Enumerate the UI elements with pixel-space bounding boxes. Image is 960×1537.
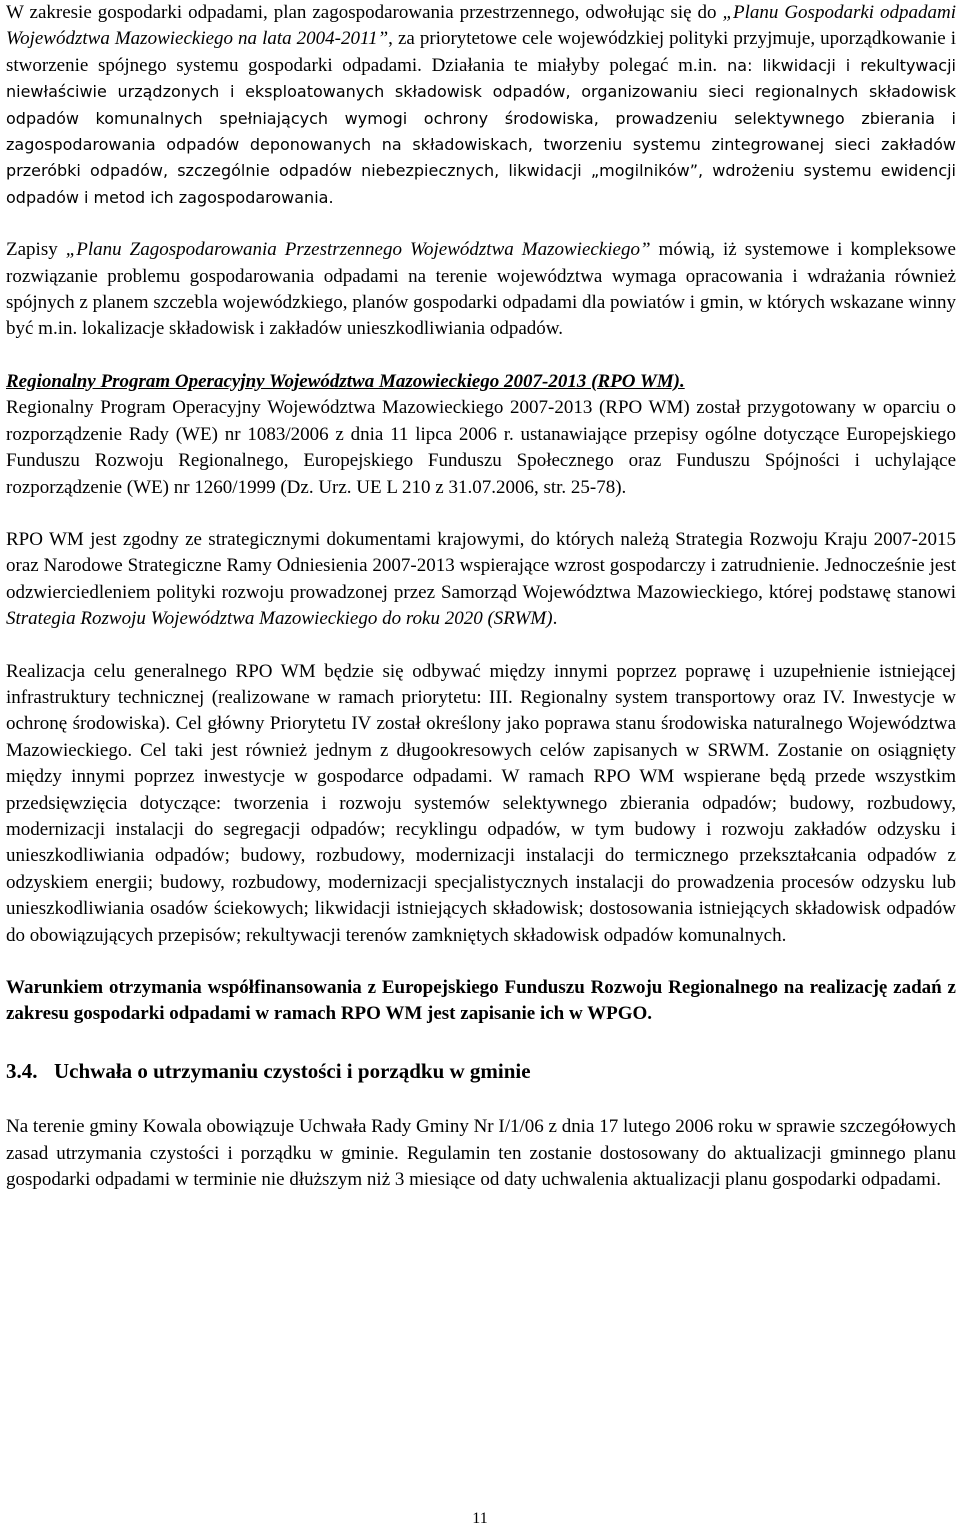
paragraph-gap [6,343,956,369]
paragraph-gap [6,1028,956,1058]
paragraph-rpo [6,369,956,501]
page-number: 11 [472,1510,488,1527]
paragraph-text: mówią, iż systemowe i kompleksowe rozwiązanie problemu gospodarowania odpadami na terenie województwa wymaga opracowania i wdrażania również spójnych z planem szczebla wojewódzkiego, planów gospodarki odpadami dla powiatów i gmin, w których wskazane winny być m.in. lokalizacje składowisk i zakładów unieszkodliwiania odpadów. [6,239,956,340]
section-number: 3.4. [6,1058,38,1083]
paragraph-waste-plan [6,0,956,211]
paragraph-gap [6,501,956,527]
paragraph-text: Zapisy [6,239,66,261]
section-heading [6,1058,956,1084]
paragraph-text: RPO WM jest zgodny ze strategicznymi dokumentami krajowymi, do których należą Strategia Rozwoju Kraju 2007-2015 oraz Narodowe Strategiczne Ramy Odniesienia 2007-2013 wspierające wzrost gospodarczy i zatrudnienie. Jednocześnie jest odzwierciedleniem polityki rozwoju prowadzonej przez Samorząd Województwa Mazowieckiego, której podstawę stanowi [6,528,956,603]
paragraph-rpo-goals [6,659,956,949]
paragraph-gap [6,949,956,975]
paragraph-gap [6,211,956,237]
paragraph-gap [6,633,956,659]
section-title: Uchwała o utrzymaniu czystości i porządku w gminie [54,1058,531,1083]
paragraph-text: , za priorytetowe cele wojewódzkiej polityki przyjmuje, uporządkowanie i stworzenie spójnego systemu gospodarki odpadami. Działania te miałyby polegać m.in. [6,28,956,76]
paragraph-text: Regionalny Program Operacyjny Województwa Mazowieckiego 2007-2013 (RPO WM) został przygotowany w oparciu o rozporządzenie Rady (WE) nr 1083/2006 z dnia 11 lipca 2006 r. ustanawiające przepisy ogólne dotyczące Europejskiego Funduszu Rozwoju Regionalnego, Europejskiego Funduszu Społecznego oraz Funduszu Spójności i uchylające rozporządzenie (WE) nr 1260/1999 (Dz. Urz. UE L 210 z 31.07.2006, str. 25-78). [6,397,956,498]
paragraph-text: Na terenie gminy Kowala obowiązuje Uchwała Rady Gminy Nr I/1/06 z dnia 17 lutego 2006 roku w sprawie szczegółowych zasad utrzymania czystości i porządku w gminie. Regulamin ten zostanie dostosowany do aktualizacji gminnego planu gospodarki odpadami w terminie nie dłuższym niż 3 miesiące od daty uchwalenia aktualizacji planu gospodarki odpadami. [6,1116,956,1191]
paragraph-text: W zakresie gospodarki odpadami, plan zagospodarowania przestrzennego, odwołując się do [6,2,723,23]
paragraph-kowala [6,1114,956,1193]
paragraph-cofinancing-condition [6,975,956,1028]
document-page [6,0,956,1193]
paragraph-gap [6,1084,956,1114]
paragraph-text: Realizacja celu generalnego RPO WM będzie się odbywać między innymi poprzez poprawę i uzupełnienie istniejącej infrastruktury technicznej (realizowane w ramach priorytetu: III. Regionalny system transportowy oraz IV. Inwestycje w ochronę środowiska). Cel główny Priorytetu IV został określony jako poprawa stanu środowiska naturalnego Województwa Mazowieckiego. Cel taki jest również jednym z długookresowych celów zapisanych w SRWM. Zostanie on osiągnięty między innymi poprzez inwestycje w gospodarce odpadami. W ramach RPO WM wspierane będą przede wszystkim przedsięwzięcia dotyczące: tworzenia i rozwoju systemów selektywnego zbierania odpadów; budowy, rozbudowy, modernizacji instalacji do segregacji odpadów; recyklingu odpadów, w tym budowy i rozwoju zakładów odzysku i unieszkodliwiania odpadów; budowy, rozbudowy, modernizacji instalacji do termicznego przekształcania odpadów z odzyskiem energii; budowy, rozbudowy, modernizacji specjalistycznych instalacji do prowadzenia procesów odzysku lub unieszkodliwiania osadów ściekowych; likwidacji istniejących składowisk; dostosowania istniejących składowisk odpadów do obowiązujących przepisów; rekultywacji terenów zamkniętych składowisk odpadów komunalnych. [6,660,956,946]
paragraph-spatial-plan [6,237,956,343]
paragraph-text-sans: na: likwidacji i rekultywacji niewłaściwie urządzonych i eksploatowanych składowisk odpadów, organizowaniu sieci regionalnych składowisk odpadów komunalnych spełniających wymogi ochrony środowiska, prowadzeniu selektywnego zbierania i zagospodarowania odpadów deponowanych na składowiskach, tworzeniu systemu zintegrowanej sieci zakładów przeróbki odpadów, szczególnie odpadów niebezpiecznych, likwidacji „mogilników”, wdrożeniu systemu ewidencji odpadów i metod ich zagospodarowania. [6,55,956,207]
paragraph-text-bold: Warunkiem otrzymania współfinansowania z Europejskiego Funduszu Rozwoju Regionalnego na realizację zadań z zakresu gospodarki odpadami w ramach RPO WM jest zapisanie ich w WPGO. [6,977,956,1025]
rpo-heading: Regionalny Program Operacyjny Województwa Mazowieckiego 2007-2013 (RPO WM). [6,370,685,392]
paragraph-rpo-strategy [6,527,956,633]
strategy-title-italic: Strategia Rozwoju Województwa Mazowieckiego do roku 2020 (SRWM) [6,608,553,630]
plan-title-italic: „Planu Gospodarki odpadami Województwa Mazowieckiego na lata 2004-2011” [6,2,956,50]
paragraph-text: . [552,608,558,630]
plan-title-italic: „Planu Zagospodarowania Przestrzennego Województwa Mazowieckiego” [65,239,651,261]
